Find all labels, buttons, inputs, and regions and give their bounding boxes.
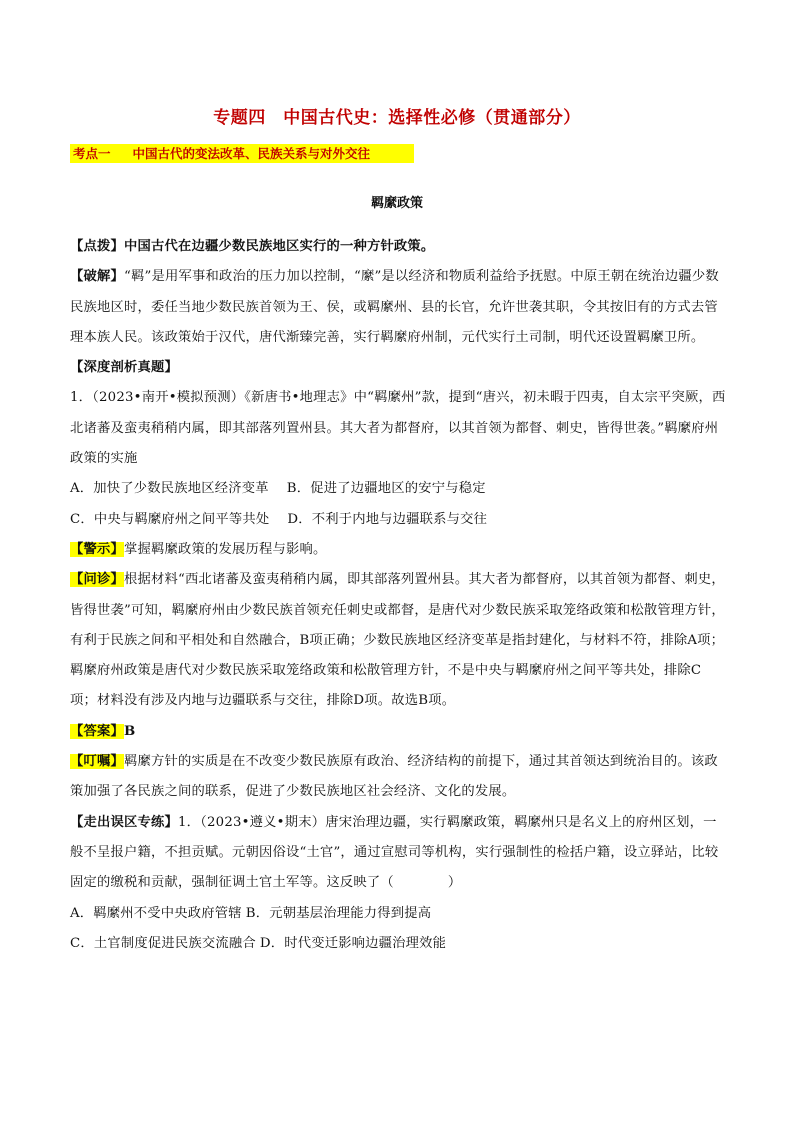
kaodian-text: 中国古代的变法改革、民族关系与对外交往 bbox=[132, 146, 371, 161]
zouchu-paragraph bbox=[70, 808, 728, 899]
question-1-source: （2023•南开•模拟预测） bbox=[92, 390, 245, 406]
wenzhen-text: 根据材料“西北诸蕃及蛮夷稍稍内属，即其部落列置州县。其大者为都督府，以其首领为都督、刺史，皆得世袭”可知，羁縻府州由少数民族首领充任刺史或都督，是唐代对少数民族采取笼络政策和松散管理方针，有利于民族之间和平相处和自然融合，B项正确；少数民族地区经济变革是指封建化，与材料不符，排除A项；羁縻府州政策是唐代对少数民族采取笼络政策和松散管理方针，不是中央与羁縻府州之间平等共处，排除C项；材料没有涉及内地与边疆联系与交往，排除D项。故选B项。 bbox=[70, 572, 725, 709]
zouchu-option-c: C．土官制度促进民族交流融合 bbox=[70, 935, 256, 951]
jingshi-paragraph bbox=[70, 535, 728, 565]
dianbo-text: 中国古代在边疆少数民族地区实行的一种方针政策。 bbox=[124, 239, 435, 254]
kaodian-label: 考点一 bbox=[73, 146, 111, 161]
poxie-paragraph bbox=[70, 262, 728, 353]
zouchu-option-b: B．元朝基层治理能力得到提高 bbox=[245, 905, 432, 921]
question-1 bbox=[70, 383, 728, 474]
jingshi-tag: 【警示】 bbox=[70, 541, 124, 557]
zouchu-options-row-2 bbox=[70, 929, 728, 959]
section-subtitle: 羁縻政策 bbox=[370, 196, 423, 211]
zouchu-option-a: A．羁縻州不受中央政府管辖 bbox=[70, 905, 242, 921]
option-b: B．促进了边疆地区的安宁与稳定 bbox=[286, 481, 486, 497]
option-a: A．加快了少数民族地区经济变革 bbox=[70, 481, 269, 497]
shendu-heading: 【深度剖析真题】 bbox=[70, 360, 178, 376]
zouchu-source: （2023•遵义•期末） bbox=[200, 814, 326, 830]
question-1-number: 1． bbox=[70, 390, 93, 406]
answer-paragraph bbox=[70, 717, 728, 747]
dingzhu-paragraph bbox=[70, 747, 728, 808]
wenzhen-paragraph bbox=[70, 565, 728, 716]
jingshi-text: 掌握羁縻政策的发展历程与影响。 bbox=[124, 541, 327, 557]
question-1-stem: 《新唐书•地理志》中“羁縻州”款，提到“唐兴，初未暇于四夷，自太宗平突厥，西北诸蕃及蛮夷稍稍内属，即其部落列置州县。其大者为都督府，以其首领为都督、刺史，皆得世袭。”羁縻府州政策的实施 bbox=[70, 390, 726, 467]
wenzhen-tag: 【问诊】 bbox=[70, 572, 124, 588]
document-body bbox=[70, 232, 728, 959]
question-1-options-row-2 bbox=[70, 505, 728, 535]
zouchu-option-d: D．时代变迁影响边疆治理效能 bbox=[259, 935, 447, 951]
answer-tag: 【答案】 bbox=[70, 723, 124, 739]
option-d: D．不利于内地与边疆联系与交往 bbox=[287, 511, 488, 527]
option-c: C．中央与羁縻府州之间平等共处 bbox=[70, 511, 270, 527]
zouchu-stem: 唐宋治理边疆，实行羁縻政策，羁縻州只是名义上的府州区划，一般不呈报户籍，不担贡赋。元朝因俗设“土官”，通过宣慰司等机构，实行强制性的检括户籍，设立驿站，比较固定的缴税和贡献，强制征调土官土军等。这反映了（ ） bbox=[70, 814, 719, 891]
dianbo-paragraph bbox=[70, 232, 728, 262]
kaodian-banner bbox=[70, 144, 414, 163]
answer-text: B bbox=[124, 723, 136, 739]
poxie-text: “羁”是用军事和政治的压力加以控制，“縻”是以经济和物质利益给予抚慰。中原王朝在统治边疆少数民族地区时，委任当地少数民族首领为王、侯，或羁縻州、县的长官，允许世袭其职，令其按旧有的方式去管理本族人民。该政策始于汉代，唐代渐臻完善，实行羁縻府州制，元代实行土司制，明代还设置羁縻卫所。 bbox=[70, 269, 719, 345]
zouchu-options-row-1 bbox=[70, 899, 728, 929]
dingzhu-tag: 【叮嘱】 bbox=[70, 754, 124, 770]
question-1-options-row-1 bbox=[70, 474, 728, 504]
zouchu-tag: 【走出误区专练】 bbox=[70, 814, 178, 830]
dianbo-tag: 【点拨】 bbox=[70, 239, 124, 254]
dingzhu-text: 羁縻方针的实质是在不改变少数民族原有政治、经济结构的前提下，通过其首领达到统治目的。该政策加强了各民族之间的联系，促进了少数民族地区社会经济、文化的发展。 bbox=[70, 754, 718, 800]
poxie-tag: 【破解】 bbox=[70, 269, 124, 285]
zouchu-number: 1． bbox=[177, 814, 201, 830]
page-title: 专题四 中国古代史：选择性必修（贯通部分） bbox=[213, 108, 581, 128]
